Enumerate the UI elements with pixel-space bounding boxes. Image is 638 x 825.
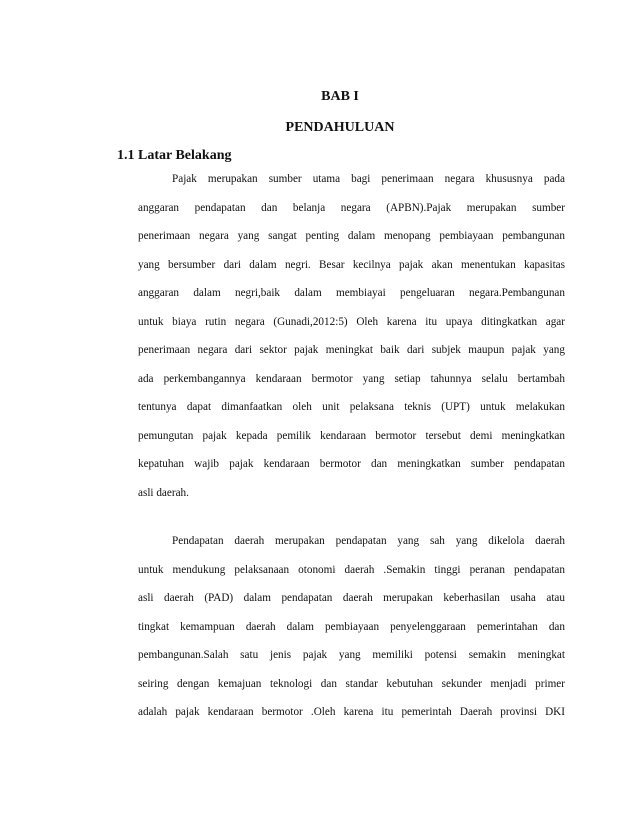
- paragraph-line: pemungutan pajak kepada pemilik kendaraan bermotor tersebut demi meningkatkan: [138, 429, 565, 442]
- paragraph-line: anggaran dalam negri,baik dalam membiayai pengeluaran negara.Pembangunan: [138, 287, 565, 299]
- paragraph-line: pembangunan.Salah satu jenis pajak yang memiliki potensi semakin meningkat: [138, 649, 565, 661]
- paragraph-line: kepatuhan wajib pajak kendaraan bermotor dan meningkatkan sumber pendapatan: [138, 458, 565, 470]
- paragraph-line: tingkat kemampuan daerah dalam pembiayaan penyelenggaraan pemerintahan dan: [138, 620, 565, 633]
- chapter-title: PENDAHULUAN: [285, 120, 395, 135]
- paragraph-line: anggaran pendapatan dan belanja negara (APBN).Pajak merupakan sumber: [138, 201, 565, 214]
- paragraph-line: adalah pajak kendaraan bermotor .Oleh karena itu pemerintah Daerah provinsi DKI: [138, 706, 565, 718]
- paragraph-line: asli daerah (PAD) dalam pendapatan daerah merupakan keberhasilan usaha atau: [138, 592, 565, 604]
- section-heading: 1.1 Latar Belakang: [117, 148, 232, 163]
- paragraph-2: [138, 527, 565, 727]
- paragraph-line: Pajak merupakan sumber utama bagi penerimaan negara khususnya pada: [172, 173, 565, 185]
- paragraph-line: penerimaan negara yang sangat penting dalam menopang pembiayaan pembangunan: [138, 230, 565, 242]
- paragraph-line: Pendapatan daerah merupakan pendapatan yang sah yang dikelola daerah: [172, 535, 565, 547]
- paragraph-line: asli daerah.: [138, 486, 189, 499]
- paragraph-line: ada perkembangannya kendaraan bermotor yang setiap tahunnya selalu bertambah: [138, 372, 565, 385]
- paragraph-line: penerimaan negara dari sektor pajak meningkat baik dari subjek maupun pajak yang: [138, 344, 565, 356]
- paragraph-line: seiring dengan kemajuan teknologi dan standar kebutuhan sekunder menjadi primer: [138, 677, 565, 690]
- paragraph-line: tentunya dapat dimanfaatkan oleh unit pelaksana teknis (UPT) untuk melakukan: [138, 401, 565, 413]
- paragraph-line: untuk mendukung pelaksanaan otonomi daerah .Semakin tinggi peranan pendapatan: [138, 563, 565, 576]
- paragraph-1: [138, 165, 565, 507]
- paragraph-line: yang bersumber dari dalam negri. Besar kecilnya pajak akan menentukan kapasitas: [138, 258, 565, 271]
- paragraph-line: untuk biaya rutin negara (Gunadi,2012:5) Oleh karena itu upaya ditingkatkan agar: [138, 315, 565, 328]
- chapter-number: BAB I: [321, 89, 359, 104]
